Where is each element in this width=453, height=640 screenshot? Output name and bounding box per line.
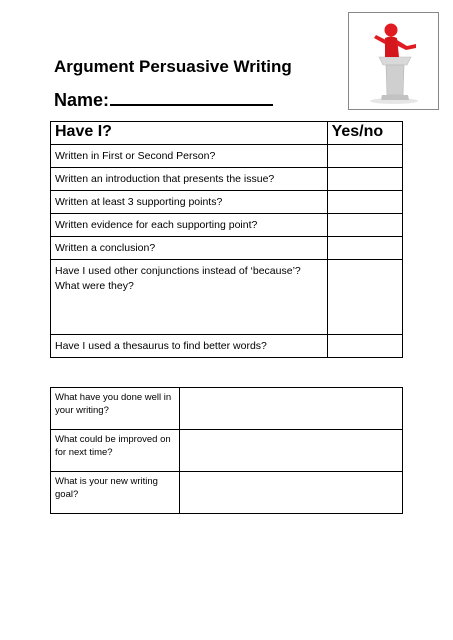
speaker-at-podium-icon xyxy=(349,13,438,109)
header-have-i: Have I? xyxy=(51,122,328,145)
checklist-answer-cell[interactable] xyxy=(327,260,402,335)
table-row xyxy=(51,388,403,430)
checklist-answer-cell[interactable] xyxy=(327,191,402,214)
checklist-answer-cell[interactable] xyxy=(327,168,402,191)
checklist-question: Written evidence for each supporting point? xyxy=(51,214,328,237)
reflection-question: What have you done well in your writing? xyxy=(51,388,180,430)
checklist-answer-cell[interactable] xyxy=(327,335,402,358)
name-label: Name: xyxy=(54,90,110,110)
table-row xyxy=(51,237,403,260)
checklist-question: Have I used a thesaurus to find better words? xyxy=(51,335,328,358)
checklist-question: Written in First or Second Person? xyxy=(51,145,328,168)
checklist-answer-cell[interactable] xyxy=(327,237,402,260)
table-row xyxy=(51,214,403,237)
checklist-question: Written at least 3 supporting points? xyxy=(51,191,328,214)
name-field[interactable] xyxy=(54,88,273,111)
reflection-answer-cell[interactable] xyxy=(180,388,403,430)
checklist-answer-cell[interactable] xyxy=(327,145,402,168)
table-row xyxy=(51,335,403,358)
checklist-header-row xyxy=(51,122,403,145)
checklist-question: Written a conclusion? xyxy=(51,237,328,260)
checklist-answer-cell[interactable] xyxy=(327,214,402,237)
checklist-table xyxy=(50,121,403,358)
reflection-question: What could be improved on for next time? xyxy=(51,430,180,472)
name-blank-line[interactable] xyxy=(110,88,273,106)
table-row xyxy=(51,145,403,168)
logo-image xyxy=(348,12,439,110)
table-row xyxy=(51,260,403,335)
table-row xyxy=(51,168,403,191)
checklist-question: Have I used other conjunctions instead of ‘because’? What were they? xyxy=(51,260,328,335)
reflection-answer-cell[interactable] xyxy=(180,472,403,514)
reflection-question: What is your new writing goal? xyxy=(51,472,180,514)
document-title: Argument Persuasive Writing xyxy=(54,57,292,76)
table-row xyxy=(51,191,403,214)
table-row xyxy=(51,430,403,472)
reflection-table xyxy=(50,387,403,514)
header-yes-no: Yes/no xyxy=(327,122,402,145)
checklist-question: Written an introduction that presents the issue? xyxy=(51,168,328,191)
table-row xyxy=(51,472,403,514)
reflection-answer-cell[interactable] xyxy=(180,430,403,472)
